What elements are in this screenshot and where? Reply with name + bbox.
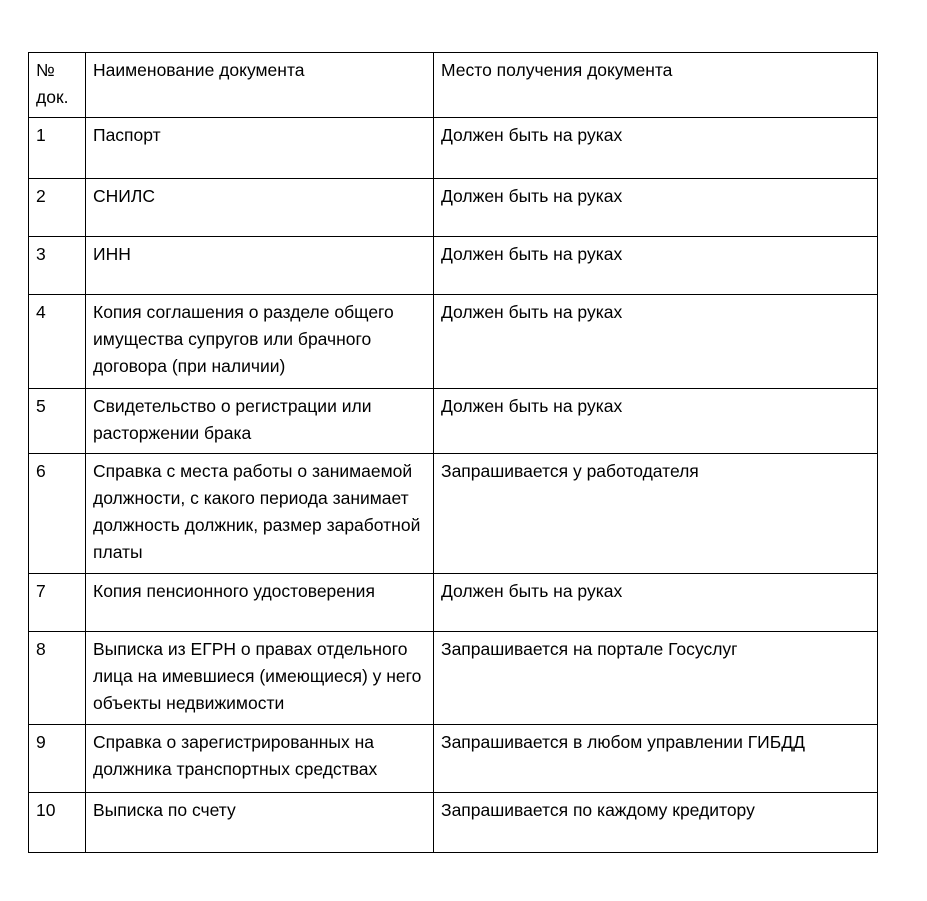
cell-doc-name: Паспорт [86,118,434,179]
cell-doc-place: Запрашивается у работодателя [434,454,878,574]
table-row [29,632,878,725]
table-row [29,574,878,632]
table-row [29,725,878,793]
cell-doc-name: Свидетельство о регистрации или расторжении брака [86,389,434,454]
cell-doc-name: СНИЛС [86,179,434,237]
header-doc-name: Наименование документа [86,53,434,118]
cell-doc-name: Копия соглашения о разделе общего имущества супругов или брачного договора (при наличии) [86,295,434,389]
header-row [29,53,878,118]
cell-doc-place: Должен быть на руках [434,118,878,179]
cell-doc-number: 2 [29,179,86,237]
cell-doc-place: Должен быть на руках [434,179,878,237]
cell-doc-number: 1 [29,118,86,179]
cell-doc-number: 5 [29,389,86,454]
cell-doc-number: 9 [29,725,86,793]
cell-doc-name: Копия пенсионного удостоверения [86,574,434,632]
cell-doc-name: Выписка по счету [86,793,434,853]
cell-doc-place: Должен быть на руках [434,389,878,454]
header-doc-place: Место получения документа [434,53,878,118]
cell-doc-place: Должен быть на руках [434,295,878,389]
header-doc-number: № док. [29,53,86,118]
cell-doc-number: 6 [29,454,86,574]
cell-doc-place: Запрашивается по каждому кредитору [434,793,878,853]
table-row [29,793,878,853]
table-row [29,389,878,454]
table-row [29,118,878,179]
cell-doc-number: 8 [29,632,86,725]
cell-doc-place: Должен быть на руках [434,237,878,295]
cell-doc-number: 10 [29,793,86,853]
cell-doc-name: Выписка из ЕГРН о правах отдельного лица на имевшиеся (имеющиеся) у него объекты недвижимости [86,632,434,725]
cell-doc-place: Должен быть на руках [434,574,878,632]
cell-doc-place: Запрашивается на портале Госуслуг [434,632,878,725]
table-body [29,118,878,853]
cell-doc-number: 3 [29,237,86,295]
cell-doc-place: Запрашивается в любом управлении ГИБДД [434,725,878,793]
cell-doc-name: Справка с места работы о занимаемой должности, с какого периода занимает должность должник, размер заработной платы [86,454,434,574]
cell-doc-number: 4 [29,295,86,389]
documents-table [28,52,878,853]
table-row [29,295,878,389]
cell-doc-name: ИНН [86,237,434,295]
cell-doc-number: 7 [29,574,86,632]
cell-doc-name: Справка о зарегистрированных на должника транспортных средствах [86,725,434,793]
table-row [29,179,878,237]
table-row [29,237,878,295]
table-row [29,454,878,574]
